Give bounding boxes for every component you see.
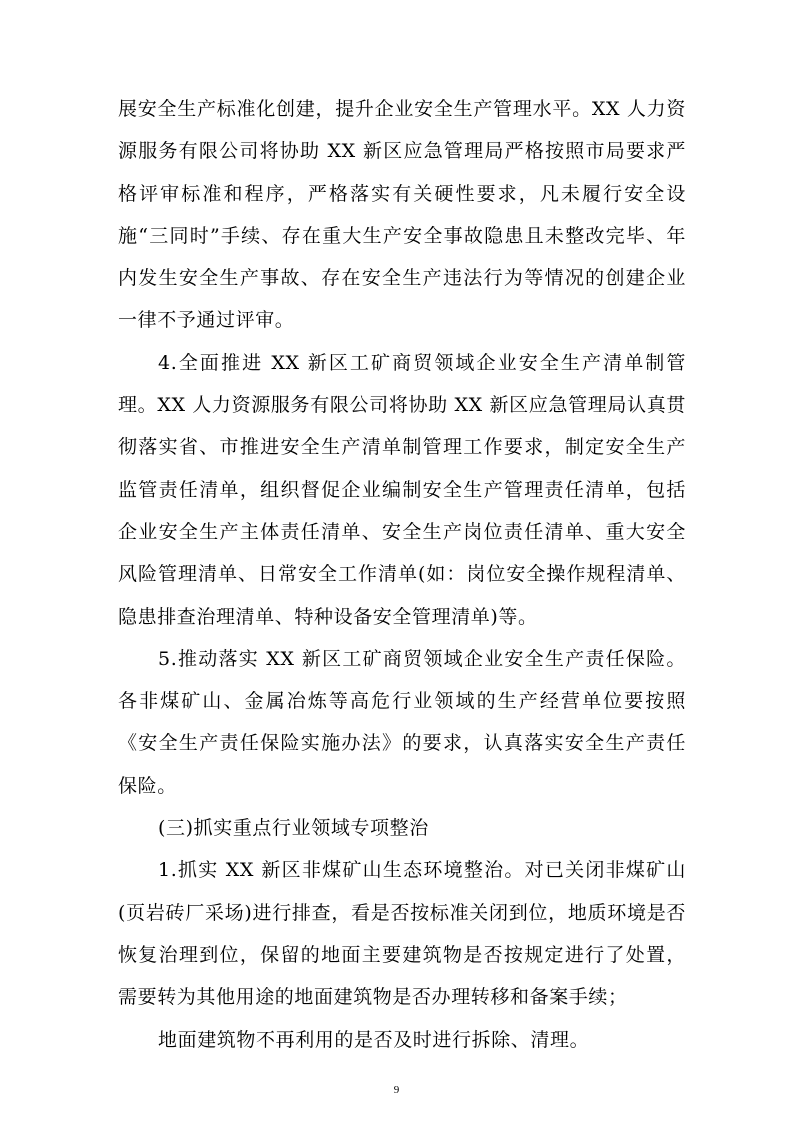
paragraph-item-5-liability-insurance: 5.推动落实 XX 新区工矿商贸领域企业安全生产责任保险。各非煤矿山、金属冶炼等高危行业领域的生产经营单位要按照《安全生产责任保险实施办法》的要求，认真落实安全生产责任保险。	[118, 647, 686, 797]
paragraph-continuation-standardization: 展安全生产标准化创建，提升企业安全生产管理水平。XX 人力资源服务有限公司将协助 XX 新区应急管理局严格按照市局要求严格评审标准和程序，严格落实有关硬性要求，凡未履行安全设施“三同时”手续、存在重大生产安全事故隐患且未整改完毕、年内发生安全生产事故、存在安全生产违法行为等情况的创建企业一律不予通过评审。	[118, 98, 686, 332]
paragraph-item-1-mine-environment: 1.抓实 XX 新区非煤矿山生态环境整治。对已关闭非煤矿山(页岩砖厂采场)进行排查，看是否按标准关闭到位，地质环境是否恢复治理到位，保留的地面主要建筑物是否按规定进行了处置，需要转为其他用途的地面建筑物是否办理转移和备案手续；	[118, 859, 686, 1009]
body-text	[118, 88, 686, 1061]
paragraph-item-4-checklist-management: 4.全面推进 XX 新区工矿商贸领域企业安全生产清单制管理。XX 人力资源服务有限公司将协助 XX 新区应急管理局认真贯彻落实省、市推进安全生产清单制管理工作要求，制定安全生产监管责任清单，组织督促企业编制安全生产管理责任清单，包括企业安全生产主体责任清单、安全生产岗位责任清单、重大安全风险管理清单、日常安全工作清单(如：岗位安全操作规程清单、隐患排查治理清单、特种设备安全管理清单)等。	[118, 351, 686, 628]
paragraph-building-demolition: 地面建筑物不再利用的是否及时进行拆除、清理。	[158, 1028, 590, 1051]
page-number: 9	[393, 1084, 400, 1096]
section-heading-special-rectification: (三)抓实重点行业领域专项整治	[158, 817, 429, 840]
